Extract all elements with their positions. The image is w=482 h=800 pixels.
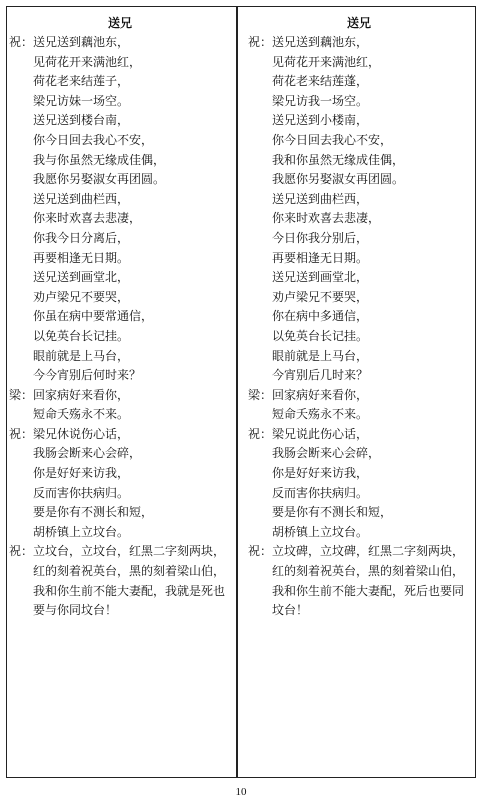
lyric-line: 我愿你另娶淑女再团圆。 (33, 172, 166, 187)
lyric-line: 送兄送到楼台南， (33, 113, 130, 128)
lyric-lines (272, 386, 470, 425)
speaker-label: 梁： (248, 387, 273, 402)
lyric-line: 送兄送到曲栏西， (272, 191, 369, 206)
lyric-lines (272, 542, 470, 620)
lyric-line: 劝卢梁兄不要哭， (272, 289, 369, 304)
lyric-line: 梁兄访我一场空。 (272, 93, 369, 108)
lyric-line: 以免英台长记挂。 (272, 328, 369, 343)
lyric-line: 要是你有不测长和短， (272, 505, 393, 520)
lyric-line: 今今宵别后何时来？ (33, 368, 142, 383)
speaker-label: 祝： (9, 544, 34, 559)
lyric-line: 短命夭殇永不来。 (272, 407, 369, 422)
lyric-lines (33, 386, 231, 425)
lyric-lines (272, 33, 470, 386)
left-column (9, 13, 231, 621)
lyric-line: 再要相逢无日期。 (33, 250, 130, 265)
lyric-line: 你是好好来访我， (33, 466, 130, 481)
lyric-entry (9, 33, 231, 386)
lyric-line: 送兄送到画堂北， (33, 270, 130, 285)
lyric-line: 你在病中多通信， (272, 309, 369, 324)
lyric-line: 梁兄访妹一场空。 (33, 93, 130, 108)
lyric-lines (33, 33, 231, 386)
left-column-title: 送兄 (107, 16, 132, 30)
lyric-line: 反而害你扶病归。 (272, 485, 369, 500)
right-column (248, 13, 470, 621)
lyric-line: 荷花老来结莲子， (33, 74, 130, 89)
lyric-entry (248, 33, 470, 386)
lyric-line: 回家病好来看你， (33, 387, 130, 402)
speaker-label: 祝： (248, 35, 273, 49)
lyric-line: 送兄送到曲栏西， (33, 191, 130, 206)
lyric-line: 要与你同坟台！ (33, 603, 118, 618)
lyric-line: 见荷花开来满池红， (272, 54, 381, 69)
lyric-entry (248, 425, 470, 543)
lyric-line: 我与你虽然无缘成佳偶， (33, 152, 166, 167)
lyric-line: 我和你生前不能大妻配，我就是死也 (33, 583, 226, 598)
lyric-entry (248, 542, 470, 620)
lyric-line: 梁兄休说伤心话， (33, 426, 130, 441)
lyric-line: 再要相逢无日期。 (272, 250, 369, 265)
lyric-line: 你来时欢喜去悲凄， (33, 211, 142, 226)
lyric-line: 荷花老来结莲蓬， (272, 74, 369, 89)
lyric-line: 送兄送到藕池东， (33, 35, 130, 49)
lyric-line: 红的刻着祝英台，黑的刻着梁山伯， (272, 564, 465, 579)
speaker-label: 梁： (9, 387, 34, 402)
lyric-line: 胡桥镇上立坟台。 (272, 524, 369, 539)
lyric-lines (33, 425, 231, 543)
lyric-line: 反而害你扶病归。 (33, 485, 130, 500)
lyric-line: 回家病好来看你， (272, 387, 369, 402)
lyric-line: 我肠会断来心会碎， (33, 446, 142, 461)
lyric-entry (9, 425, 231, 543)
lyric-line: 眼前就是上马台， (272, 348, 369, 363)
lyric-line: 你今日回去我心不安， (272, 132, 393, 147)
left-entries (9, 33, 231, 621)
speaker-label: 祝： (248, 544, 273, 559)
lyric-entry (248, 386, 470, 425)
right-column-title: 送兄 (346, 16, 371, 30)
lyric-line: 我和你虽然无缘成佳偶， (272, 152, 405, 167)
lyric-line: 你来时欢喜去悲凄， (272, 211, 381, 226)
lyric-line: 送兄送到藕池东， (272, 35, 369, 49)
lyric-line: 送兄送到小楼南， (272, 113, 369, 128)
lyric-line: 今日你我分别后， (272, 230, 369, 245)
page-number: 10 (235, 786, 247, 798)
lyric-line: 你今日回去我心不安， (33, 132, 154, 147)
lyric-line: 我愿你另娶淑女再团圆。 (272, 172, 405, 187)
lyric-line: 你我今日分离后， (33, 230, 130, 245)
speaker-label: 祝： (248, 426, 273, 441)
lyric-line: 见荷花开来满池红， (33, 54, 142, 69)
column-divider (236, 6, 238, 778)
lyric-line: 梁兄说此伤心话， (272, 426, 369, 441)
lyric-lines (272, 425, 470, 543)
lyric-line: 眼前就是上马台， (33, 348, 130, 363)
lyric-line: 短命夭殇永不来。 (33, 407, 130, 422)
lyric-line: 你是好好来访我， (272, 466, 369, 481)
lyric-line: 我和你生前不能大妻配，死后也要同 (272, 583, 465, 598)
lyric-line: 立坟碑，立坟碑，红黑二字刻两块， (272, 544, 465, 559)
lyric-line: 今宵别后几时来？ (272, 368, 369, 383)
lyric-line: 以免英台长记挂。 (33, 328, 130, 343)
lyric-line: 胡桥镇上立坟台。 (33, 524, 130, 539)
speaker-label: 祝： (9, 426, 34, 441)
lyric-line: 立坟台，立坟台，红黑二字刻两块， (33, 544, 226, 559)
lyric-line: 我肠会断来心会碎， (272, 446, 381, 461)
right-entries (248, 33, 470, 621)
lyric-lines (33, 542, 231, 620)
lyric-entry (9, 386, 231, 425)
lyric-line: 坟台！ (272, 603, 309, 618)
lyric-line: 劝卢梁兄不要哭， (33, 289, 130, 304)
lyric-line: 红的刻着祝英台，黑的刻着梁山伯， (33, 564, 226, 579)
speaker-label: 祝： (9, 35, 34, 49)
lyric-line: 你虽在病中要常通信， (33, 309, 154, 324)
lyric-entry (9, 542, 231, 620)
lyric-line: 送兄送到画堂北， (272, 270, 369, 285)
lyric-line: 要是你有不测长和短， (33, 505, 154, 520)
